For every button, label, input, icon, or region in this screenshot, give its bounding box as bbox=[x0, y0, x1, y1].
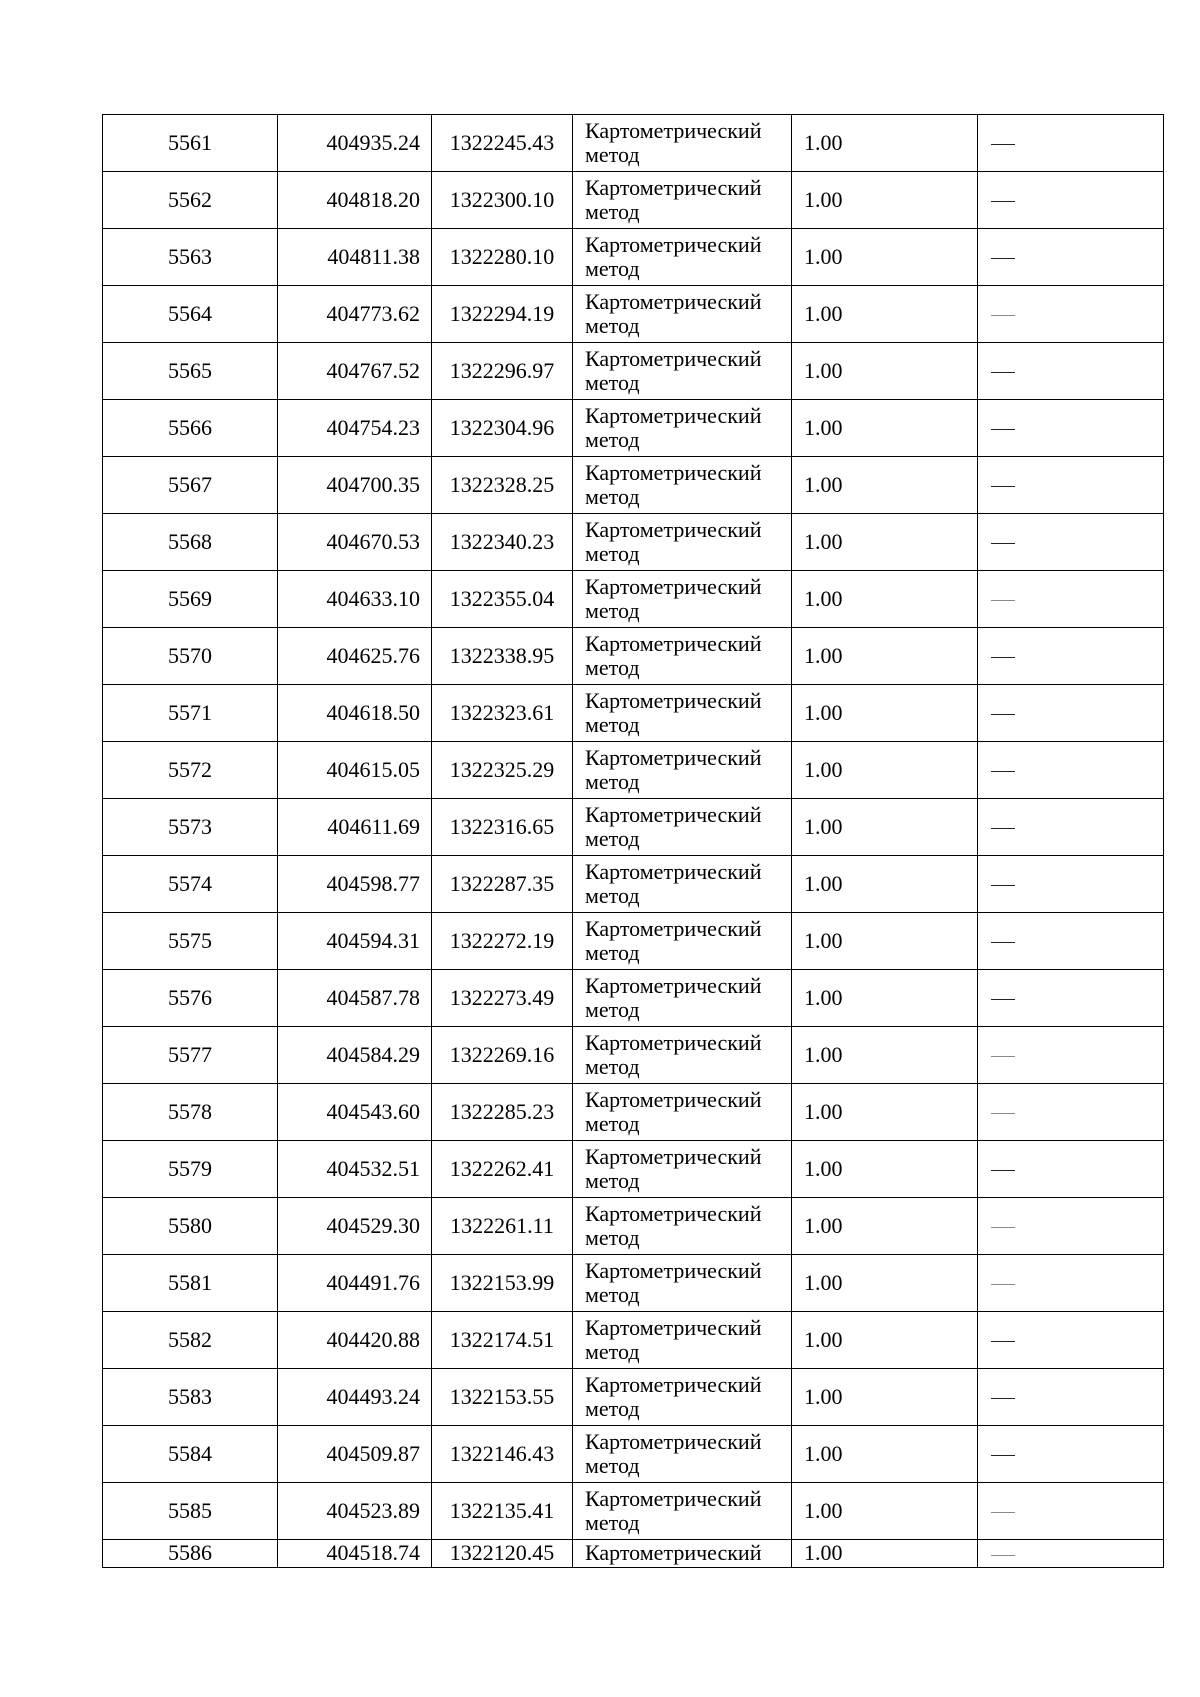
x-coordinate-cell: 404935.24 bbox=[278, 115, 432, 172]
method-text: метод bbox=[585, 370, 640, 395]
method-text: Картометрический bbox=[585, 174, 762, 200]
table-row bbox=[103, 799, 1164, 856]
accuracy-cell: 1.00 bbox=[792, 229, 978, 286]
x-coordinate-cell: 404625.76 bbox=[278, 628, 432, 685]
description-cell bbox=[978, 970, 1164, 1027]
method-text: метод bbox=[585, 655, 640, 680]
em-dash-mark bbox=[991, 1056, 1015, 1057]
point-number-cell: 5586 bbox=[103, 1540, 278, 1568]
accuracy-cell: 1.00 bbox=[792, 1084, 978, 1141]
method-text: Картометрический bbox=[585, 1257, 762, 1283]
x-coordinate-cell: 404773.62 bbox=[278, 286, 432, 343]
point-number-cell: 5583 bbox=[103, 1369, 278, 1426]
y-coordinate-cell: 1322338.95 bbox=[432, 628, 573, 685]
accuracy-cell: 1.00 bbox=[792, 1255, 978, 1312]
method-text: Картометрический bbox=[585, 1371, 762, 1397]
table-row bbox=[103, 1540, 1164, 1568]
y-coordinate-cell: 1322285.23 bbox=[432, 1084, 573, 1141]
description-cell bbox=[978, 286, 1164, 343]
table-row bbox=[103, 400, 1164, 457]
x-coordinate-cell: 404584.29 bbox=[278, 1027, 432, 1084]
method-text: Картометрический bbox=[585, 1314, 762, 1340]
accuracy-cell: 1.00 bbox=[792, 286, 978, 343]
table-row bbox=[103, 343, 1164, 400]
description-cell bbox=[978, 343, 1164, 400]
description-cell bbox=[978, 742, 1164, 799]
point-number-cell: 5574 bbox=[103, 856, 278, 913]
description-cell bbox=[978, 1027, 1164, 1084]
table-row bbox=[103, 172, 1164, 229]
description-cell bbox=[978, 1084, 1164, 1141]
method-text: Картометрический bbox=[585, 288, 762, 314]
y-coordinate-cell: 1322174.51 bbox=[432, 1312, 573, 1369]
x-coordinate-cell: 404670.53 bbox=[278, 514, 432, 571]
method-cell bbox=[573, 1312, 792, 1369]
point-number-cell: 5573 bbox=[103, 799, 278, 856]
em-dash-mark bbox=[991, 771, 1015, 772]
description-cell bbox=[978, 1141, 1164, 1198]
description-cell bbox=[978, 1198, 1164, 1255]
method-text: Картометрический bbox=[585, 972, 762, 998]
point-number-cell: 5561 bbox=[103, 115, 278, 172]
point-number-cell: 5566 bbox=[103, 400, 278, 457]
y-coordinate-cell: 1322269.16 bbox=[432, 1027, 573, 1084]
method-text: метод bbox=[585, 1054, 640, 1079]
em-dash-mark bbox=[991, 315, 1015, 316]
description-cell bbox=[978, 1369, 1164, 1426]
method-cell bbox=[573, 742, 792, 799]
method-text: метод bbox=[585, 256, 640, 281]
method-text: метод bbox=[585, 1282, 640, 1307]
description-cell bbox=[978, 172, 1164, 229]
y-coordinate-cell: 1322135.41 bbox=[432, 1483, 573, 1540]
y-coordinate-cell: 1322245.43 bbox=[432, 115, 573, 172]
y-coordinate-cell: 1322120.45 bbox=[432, 1540, 573, 1568]
em-dash-mark bbox=[991, 486, 1015, 487]
x-coordinate-cell: 404598.77 bbox=[278, 856, 432, 913]
table-row bbox=[103, 286, 1164, 343]
accuracy-cell: 1.00 bbox=[792, 1426, 978, 1483]
em-dash-mark bbox=[991, 429, 1015, 430]
method-text: метод bbox=[585, 712, 640, 737]
point-number-cell: 5562 bbox=[103, 172, 278, 229]
x-coordinate-cell: 404518.74 bbox=[278, 1540, 432, 1568]
em-dash-mark bbox=[991, 942, 1015, 943]
method-text: Картометрический bbox=[585, 231, 762, 257]
y-coordinate-cell: 1322280.10 bbox=[432, 229, 573, 286]
method-text: метод bbox=[585, 1510, 640, 1535]
point-number-cell: 5571 bbox=[103, 685, 278, 742]
point-number-cell: 5569 bbox=[103, 571, 278, 628]
accuracy-cell: 1.00 bbox=[792, 856, 978, 913]
y-coordinate-cell: 1322273.49 bbox=[432, 970, 573, 1027]
table-row bbox=[103, 1369, 1164, 1426]
table-row bbox=[103, 856, 1164, 913]
description-cell bbox=[978, 1426, 1164, 1483]
description-cell bbox=[978, 856, 1164, 913]
accuracy-cell: 1.00 bbox=[792, 172, 978, 229]
point-number-cell: 5580 bbox=[103, 1198, 278, 1255]
accuracy-cell: 1.00 bbox=[792, 400, 978, 457]
point-number-cell: 5576 bbox=[103, 970, 278, 1027]
point-number-cell: 5572 bbox=[103, 742, 278, 799]
y-coordinate-cell: 1322287.35 bbox=[432, 856, 573, 913]
accuracy-cell: 1.00 bbox=[792, 1141, 978, 1198]
method-text: метод bbox=[585, 484, 640, 509]
table-row bbox=[103, 1141, 1164, 1198]
method-text: Картометрический bbox=[585, 1428, 762, 1454]
x-coordinate-cell: 404491.76 bbox=[278, 1255, 432, 1312]
accuracy-cell: 1.00 bbox=[792, 115, 978, 172]
method-cell bbox=[573, 172, 792, 229]
method-cell bbox=[573, 286, 792, 343]
accuracy-cell: 1.00 bbox=[792, 514, 978, 571]
method-cell bbox=[573, 685, 792, 742]
em-dash-mark bbox=[991, 828, 1015, 829]
table-row bbox=[103, 457, 1164, 514]
y-coordinate-cell: 1322323.61 bbox=[432, 685, 573, 742]
method-cell bbox=[573, 571, 792, 628]
method-cell bbox=[573, 1426, 792, 1483]
description-cell bbox=[978, 1540, 1164, 1568]
accuracy-cell: 1.00 bbox=[792, 913, 978, 970]
method-cell bbox=[573, 1369, 792, 1426]
method-text: метод bbox=[585, 997, 640, 1022]
method-cell bbox=[573, 799, 792, 856]
accuracy-cell: 1.00 bbox=[792, 343, 978, 400]
x-coordinate-cell: 404532.51 bbox=[278, 1141, 432, 1198]
em-dash-mark bbox=[991, 1113, 1015, 1114]
em-dash-mark bbox=[991, 714, 1015, 715]
y-coordinate-cell: 1322300.10 bbox=[432, 172, 573, 229]
description-cell bbox=[978, 229, 1164, 286]
method-text: метод bbox=[585, 142, 640, 167]
x-coordinate-cell: 404700.35 bbox=[278, 457, 432, 514]
em-dash-mark bbox=[991, 543, 1015, 544]
em-dash-mark bbox=[991, 1555, 1015, 1556]
accuracy-cell: 1.00 bbox=[792, 1483, 978, 1540]
method-cell bbox=[573, 1540, 792, 1568]
y-coordinate-cell: 1322272.19 bbox=[432, 913, 573, 970]
x-coordinate-cell: 404509.87 bbox=[278, 1426, 432, 1483]
description-cell bbox=[978, 799, 1164, 856]
method-text: Картометрический bbox=[585, 744, 762, 770]
table-body bbox=[103, 115, 1164, 1568]
y-coordinate-cell: 1322325.29 bbox=[432, 742, 573, 799]
table-row bbox=[103, 970, 1164, 1027]
point-number-cell: 5564 bbox=[103, 286, 278, 343]
y-coordinate-cell: 1322261.11 bbox=[432, 1198, 573, 1255]
method-cell bbox=[573, 115, 792, 172]
table-row bbox=[103, 1255, 1164, 1312]
x-coordinate-cell: 404587.78 bbox=[278, 970, 432, 1027]
table-row bbox=[103, 1084, 1164, 1141]
em-dash-mark bbox=[991, 657, 1015, 658]
accuracy-cell: 1.00 bbox=[792, 1027, 978, 1084]
table-row bbox=[103, 1198, 1164, 1255]
method-text: метод bbox=[585, 313, 640, 338]
method-text: метод bbox=[585, 1168, 640, 1193]
table-row bbox=[103, 1426, 1164, 1483]
description-cell bbox=[978, 571, 1164, 628]
y-coordinate-cell: 1322304.96 bbox=[432, 400, 573, 457]
method-text: Картометрический bbox=[585, 915, 762, 941]
method-cell bbox=[573, 1084, 792, 1141]
em-dash-mark bbox=[991, 1170, 1015, 1171]
table-row bbox=[103, 685, 1164, 742]
method-text: метод bbox=[585, 883, 640, 908]
method-text: метод bbox=[585, 1396, 640, 1421]
em-dash-mark bbox=[991, 1227, 1015, 1228]
method-text: метод bbox=[585, 199, 640, 224]
point-number-cell: 5585 bbox=[103, 1483, 278, 1540]
accuracy-cell: 1.00 bbox=[792, 1369, 978, 1426]
method-text: метод bbox=[585, 826, 640, 851]
method-text: Картометрический bbox=[585, 1143, 762, 1169]
method-text: Картометрический bbox=[585, 1200, 762, 1226]
method-text: метод bbox=[585, 1225, 640, 1250]
em-dash-mark bbox=[991, 885, 1015, 886]
y-coordinate-cell: 1322296.97 bbox=[432, 343, 573, 400]
x-coordinate-cell: 404594.31 bbox=[278, 913, 432, 970]
point-number-cell: 5582 bbox=[103, 1312, 278, 1369]
accuracy-cell: 1.00 bbox=[792, 1312, 978, 1369]
em-dash-mark bbox=[991, 999, 1015, 1000]
point-number-cell: 5565 bbox=[103, 343, 278, 400]
em-dash-mark bbox=[991, 372, 1015, 373]
x-coordinate-cell: 404611.69 bbox=[278, 799, 432, 856]
method-text: метод bbox=[585, 598, 640, 623]
y-coordinate-cell: 1322294.19 bbox=[432, 286, 573, 343]
point-number-cell: 5581 bbox=[103, 1255, 278, 1312]
point-number-cell: 5570 bbox=[103, 628, 278, 685]
point-number-cell: 5567 bbox=[103, 457, 278, 514]
accuracy-cell: 1.00 bbox=[792, 742, 978, 799]
method-text: Картометрический bbox=[585, 117, 762, 143]
table-row bbox=[103, 1483, 1164, 1540]
x-coordinate-cell: 404543.60 bbox=[278, 1084, 432, 1141]
x-coordinate-cell: 404818.20 bbox=[278, 172, 432, 229]
method-cell bbox=[573, 1198, 792, 1255]
table-row bbox=[103, 742, 1164, 799]
description-cell bbox=[978, 1255, 1164, 1312]
method-cell bbox=[573, 457, 792, 514]
em-dash-mark bbox=[991, 1398, 1015, 1399]
method-text: Картометрический bbox=[585, 1540, 762, 1566]
em-dash-mark bbox=[991, 1455, 1015, 1456]
point-number-cell: 5563 bbox=[103, 229, 278, 286]
point-number-cell: 5578 bbox=[103, 1084, 278, 1141]
accuracy-cell: 1.00 bbox=[792, 799, 978, 856]
em-dash-mark bbox=[991, 144, 1015, 145]
y-coordinate-cell: 1322328.25 bbox=[432, 457, 573, 514]
x-coordinate-cell: 404493.24 bbox=[278, 1369, 432, 1426]
method-cell bbox=[573, 400, 792, 457]
method-text: метод bbox=[585, 427, 640, 452]
method-text: метод bbox=[585, 1453, 640, 1478]
em-dash-mark bbox=[991, 1284, 1015, 1285]
method-text: Картометрический bbox=[585, 1485, 762, 1511]
point-number-cell: 5579 bbox=[103, 1141, 278, 1198]
method-cell bbox=[573, 628, 792, 685]
em-dash-mark bbox=[991, 1512, 1015, 1513]
method-text: метод bbox=[585, 1111, 640, 1136]
description-cell bbox=[978, 913, 1164, 970]
accuracy-cell: 1.00 bbox=[792, 1540, 978, 1568]
method-text: Картометрический bbox=[585, 459, 762, 485]
description-cell bbox=[978, 457, 1164, 514]
y-coordinate-cell: 1322153.55 bbox=[432, 1369, 573, 1426]
table-row bbox=[103, 514, 1164, 571]
description-cell bbox=[978, 514, 1164, 571]
table-row bbox=[103, 229, 1164, 286]
em-dash-mark bbox=[991, 1341, 1015, 1342]
x-coordinate-cell: 404811.38 bbox=[278, 229, 432, 286]
description-cell bbox=[978, 685, 1164, 742]
method-text: метод bbox=[585, 769, 640, 794]
description-cell bbox=[978, 628, 1164, 685]
coordinates-table bbox=[102, 114, 1164, 1568]
method-text: Картометрический bbox=[585, 345, 762, 371]
accuracy-cell: 1.00 bbox=[792, 1198, 978, 1255]
y-coordinate-cell: 1322355.04 bbox=[432, 571, 573, 628]
accuracy-cell: 1.00 bbox=[792, 970, 978, 1027]
x-coordinate-cell: 404633.10 bbox=[278, 571, 432, 628]
point-number-cell: 5568 bbox=[103, 514, 278, 571]
method-text: метод bbox=[585, 541, 640, 566]
x-coordinate-cell: 404754.23 bbox=[278, 400, 432, 457]
x-coordinate-cell: 404615.05 bbox=[278, 742, 432, 799]
point-number-cell: 5577 bbox=[103, 1027, 278, 1084]
method-cell bbox=[573, 1483, 792, 1540]
point-number-cell: 5575 bbox=[103, 913, 278, 970]
method-cell bbox=[573, 1027, 792, 1084]
x-coordinate-cell: 404523.89 bbox=[278, 1483, 432, 1540]
method-text: Картометрический bbox=[585, 687, 762, 713]
table-row bbox=[103, 571, 1164, 628]
y-coordinate-cell: 1322340.23 bbox=[432, 514, 573, 571]
method-text: Картометрический bbox=[585, 516, 762, 542]
method-cell bbox=[573, 913, 792, 970]
table-row bbox=[103, 628, 1164, 685]
method-text: Картометрический bbox=[585, 1086, 762, 1112]
y-coordinate-cell: 1322153.99 bbox=[432, 1255, 573, 1312]
em-dash-mark bbox=[991, 258, 1015, 259]
description-cell bbox=[978, 1312, 1164, 1369]
method-text: метод bbox=[585, 940, 640, 965]
y-coordinate-cell: 1322146.43 bbox=[432, 1426, 573, 1483]
accuracy-cell: 1.00 bbox=[792, 685, 978, 742]
method-text: Картометрический bbox=[585, 801, 762, 827]
method-cell bbox=[573, 1255, 792, 1312]
method-text: Картометрический bbox=[585, 858, 762, 884]
table-row bbox=[103, 1312, 1164, 1369]
method-cell bbox=[573, 343, 792, 400]
y-coordinate-cell: 1322316.65 bbox=[432, 799, 573, 856]
x-coordinate-cell: 404618.50 bbox=[278, 685, 432, 742]
method-cell bbox=[573, 1141, 792, 1198]
point-number-cell: 5584 bbox=[103, 1426, 278, 1483]
method-text: Картометрический bbox=[585, 402, 762, 428]
description-cell bbox=[978, 1483, 1164, 1540]
table-row bbox=[103, 115, 1164, 172]
method-text: Картометрический bbox=[585, 573, 762, 599]
method-cell bbox=[573, 970, 792, 1027]
em-dash-mark bbox=[991, 600, 1015, 601]
x-coordinate-cell: 404529.30 bbox=[278, 1198, 432, 1255]
method-text: Картометрический bbox=[585, 1029, 762, 1055]
x-coordinate-cell: 404767.52 bbox=[278, 343, 432, 400]
description-cell bbox=[978, 400, 1164, 457]
method-cell bbox=[573, 856, 792, 913]
method-text: Картометрический bbox=[585, 630, 762, 656]
method-cell bbox=[573, 514, 792, 571]
table-row bbox=[103, 1027, 1164, 1084]
accuracy-cell: 1.00 bbox=[792, 571, 978, 628]
y-coordinate-cell: 1322262.41 bbox=[432, 1141, 573, 1198]
method-text: метод bbox=[585, 1339, 640, 1364]
method-cell bbox=[573, 229, 792, 286]
accuracy-cell: 1.00 bbox=[792, 457, 978, 514]
x-coordinate-cell: 404420.88 bbox=[278, 1312, 432, 1369]
description-cell bbox=[978, 115, 1164, 172]
accuracy-cell: 1.00 bbox=[792, 628, 978, 685]
table-row bbox=[103, 913, 1164, 970]
em-dash-mark bbox=[991, 201, 1015, 202]
